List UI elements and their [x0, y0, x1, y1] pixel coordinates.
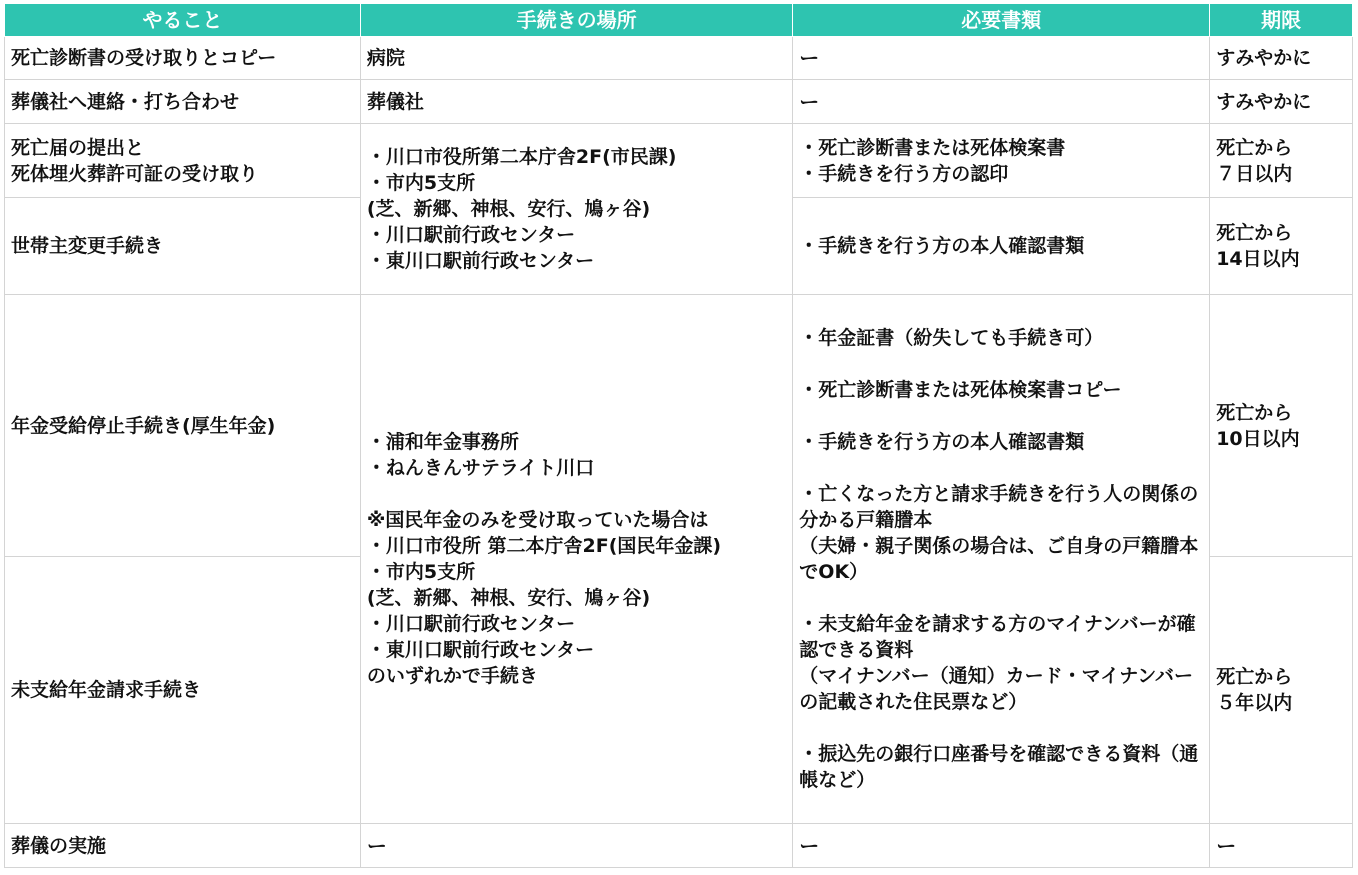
table-row [5, 37, 1353, 80]
table-row [5, 124, 1353, 198]
place-cell: 葬儀社 [360, 80, 792, 124]
place-cell: ・浦和年金事務所 ・ねんきんサテライト川口 ※国民年金のみを受け取っていた場合は ・川口市役所 第二本庁舎2F(国民年金課) ・市内5支所 (芝、新郷、神根、安行、鳩ヶ谷) ・川口駅前行政センター ・東川口駅前行政センター のいずれかで手続き [360, 295, 792, 824]
place-cell: ー [360, 824, 792, 868]
limit-cell: すみやかに [1210, 37, 1353, 80]
task-cell: 年金受給停止手続き(厚生年金) [5, 295, 361, 557]
docs-cell: ー [793, 824, 1210, 868]
docs-cell: ・年金証書（紛失しても手続き可） ・死亡診断書または死体検案書コピー ・手続きを行う方の本人確認書類 ・亡くなった方と請求手続きを行う人の関係の分かる戸籍謄本 （夫婦・親子関係の場合は、ご自身の戸籍謄本でOK） ・未支給年金を請求する方のマイナンバーが確認できる資料 （マイナンバー（通知）カード・マイナンバーの記載された住民票など） ・振込先の銀行口座番号を確認できる資料（通帳など） [793, 295, 1210, 824]
docs-cell: ー [793, 37, 1210, 80]
task-cell: 死亡診断書の受け取りとコピー [5, 37, 361, 80]
limit-cell: 死亡から ５年以内 [1210, 557, 1353, 824]
limit-cell: 死亡から 10日以内 [1210, 295, 1353, 557]
header-place: 手続きの場所 [360, 4, 792, 37]
table-header-row [5, 4, 1353, 37]
header-task: やること [5, 4, 361, 37]
procedure-table [4, 4, 1353, 868]
task-cell: 葬儀の実施 [5, 824, 361, 868]
task-cell: 未支給年金請求手続き [5, 557, 361, 824]
table-row [5, 295, 1353, 557]
limit-cell: すみやかに [1210, 80, 1353, 124]
docs-cell: ー [793, 80, 1210, 124]
task-cell: 葬儀社へ連絡・打ち合わせ [5, 80, 361, 124]
limit-cell: 死亡から ７日以内 [1210, 124, 1353, 198]
place-cell: ・川口市役所第二本庁舎2F(市民課) ・市内5支所 (芝、新郷、神根、安行、鳩ヶ谷) ・川口駅前行政センター ・東川口駅前行政センター [360, 124, 792, 295]
docs-cell: ・手続きを行う方の本人確認書類 [793, 198, 1210, 295]
limit-cell: 死亡から 14日以内 [1210, 198, 1353, 295]
table-row [5, 824, 1353, 868]
table-row [5, 80, 1353, 124]
task-cell: 世帯主変更手続き [5, 198, 361, 295]
header-docs: 必要書類 [793, 4, 1210, 37]
place-cell: 病院 [360, 37, 792, 80]
header-limit: 期限 [1210, 4, 1353, 37]
task-cell: 死亡届の提出と 死体埋火葬許可証の受け取り [5, 124, 361, 198]
limit-cell: ー [1210, 824, 1353, 868]
docs-cell: ・死亡診断書または死体検案書 ・手続きを行う方の認印 [793, 124, 1210, 198]
